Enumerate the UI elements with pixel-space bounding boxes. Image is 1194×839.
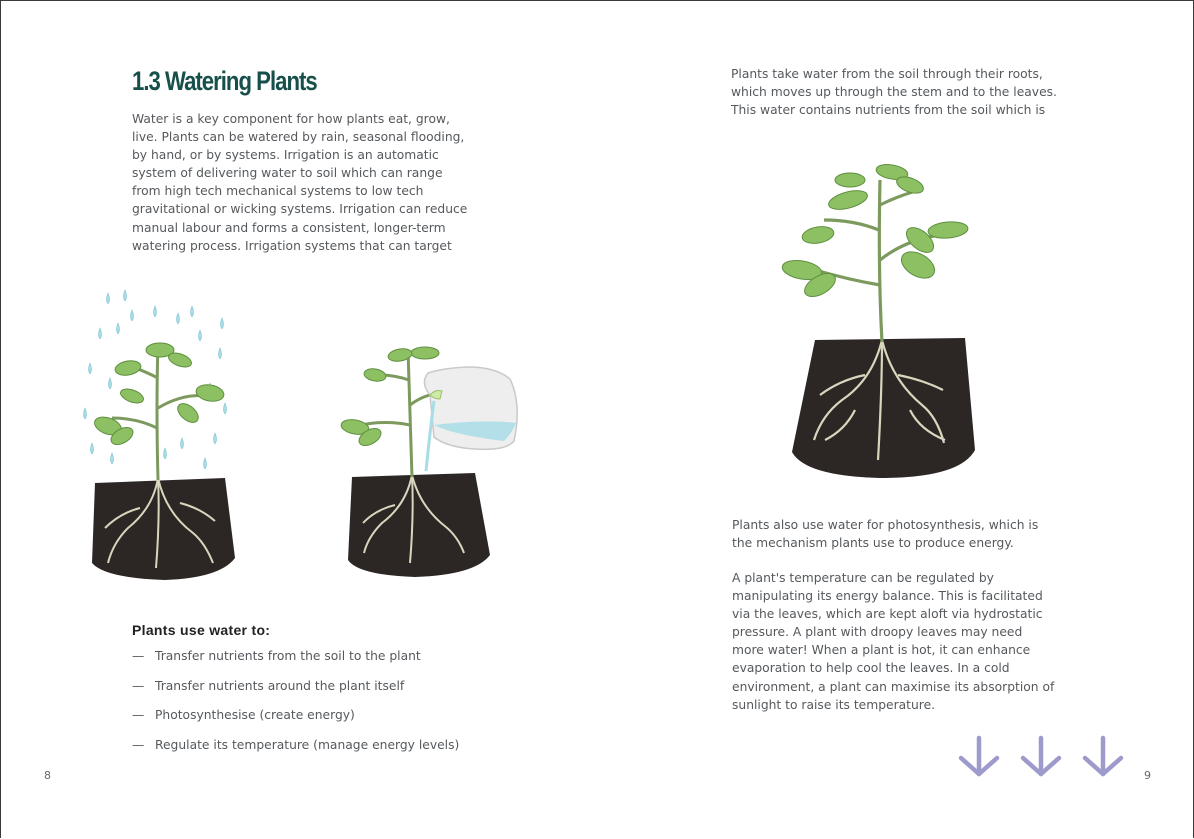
intro-line: Water is a key component for how plants eat, grow, <box>132 112 450 126</box>
plant-watering-can-illustration <box>330 335 540 585</box>
list-item-text: Transfer nutrients around the plant itself <box>155 678 405 693</box>
down-arrow-icon <box>1085 738 1121 774</box>
intro-line: from high tech mechanical systems to low tech <box>132 184 424 199</box>
temperature-line: more water! When a plant is hot, it can enhance <box>732 643 1031 658</box>
down-arrow-icon <box>961 738 997 774</box>
temperature-line: sunlight to raise its temperature. <box>732 697 936 712</box>
soil-block <box>792 338 975 478</box>
roots-line: which moves up through the stem and to the leaves. <box>731 85 1057 100</box>
page-number-left: 8 <box>44 769 51 782</box>
watering-can <box>424 367 517 449</box>
dash-marker: — <box>132 649 145 663</box>
intro-line: manual labour and forms a consistent, longer-term <box>132 220 446 235</box>
roots-paragraph <box>731 65 1057 119</box>
temperature-line: via the leaves, which are kept aloft via hydrostatic <box>732 607 1043 622</box>
roots-line: This water contains nutrients from the soil which is <box>731 103 1046 118</box>
intro-line: system of delivering water to soil which can range <box>132 166 443 181</box>
intro-line: live. Plants can be watered by rain, seasonal flooding, <box>132 130 465 145</box>
plant-in-rain-illustration <box>70 288 250 588</box>
dash-marker: — <box>132 708 145 722</box>
raindrops <box>84 290 227 469</box>
down-arrows <box>955 734 1130 782</box>
temperature-line: manipulating its energy balance. This is facilitated <box>732 589 1043 604</box>
water-stream <box>426 401 434 471</box>
temperature-paragraph <box>732 569 1054 714</box>
soil-block <box>348 473 490 577</box>
temperature-line: pressure. A plant with droopy leaves may need <box>732 625 1023 640</box>
roots-line: Plants take water from the soil through their roots, <box>731 67 1043 81</box>
intro-line: watering process. Irrigation systems that can target <box>132 238 452 253</box>
photosynthesis-line: the mechanism plants use to produce energy. <box>732 536 1014 551</box>
down-arrow-icon <box>1023 738 1059 774</box>
temperature-line: A plant's temperature can be regulated by <box>732 571 994 585</box>
temperature-line: environment, a plant can maximise its absorption of <box>732 679 1055 694</box>
uses-heading: Plants use water to: <box>132 622 271 638</box>
page-title: 1.3 Watering Plants <box>132 66 317 96</box>
leaves <box>781 162 969 301</box>
list-item-text: Regulate its temperature (manage energy levels) <box>155 737 460 752</box>
page-number-right: 9 <box>1144 769 1151 782</box>
photosynthesis-line: Plants also use water for photosynthesis, which is <box>732 518 1039 532</box>
dash-marker: — <box>132 678 145 693</box>
list-item-text: Transfer nutrients from the soil to the plant <box>155 649 421 663</box>
list-item-text: Photosynthesise (create energy) <box>155 708 355 722</box>
photosynthesis-paragraph <box>732 516 1038 552</box>
dash-marker: — <box>132 737 145 752</box>
intro-line: by hand, or by systems. Irrigation is an automatic <box>132 148 439 163</box>
intro-line: gravitational or wicking systems. Irrigation can reduce <box>132 202 468 217</box>
plant-with-roots-illustration <box>770 160 990 482</box>
intro-paragraph <box>132 110 467 255</box>
temperature-line: evaporation to help cool the leaves. In a cold <box>732 661 1010 676</box>
